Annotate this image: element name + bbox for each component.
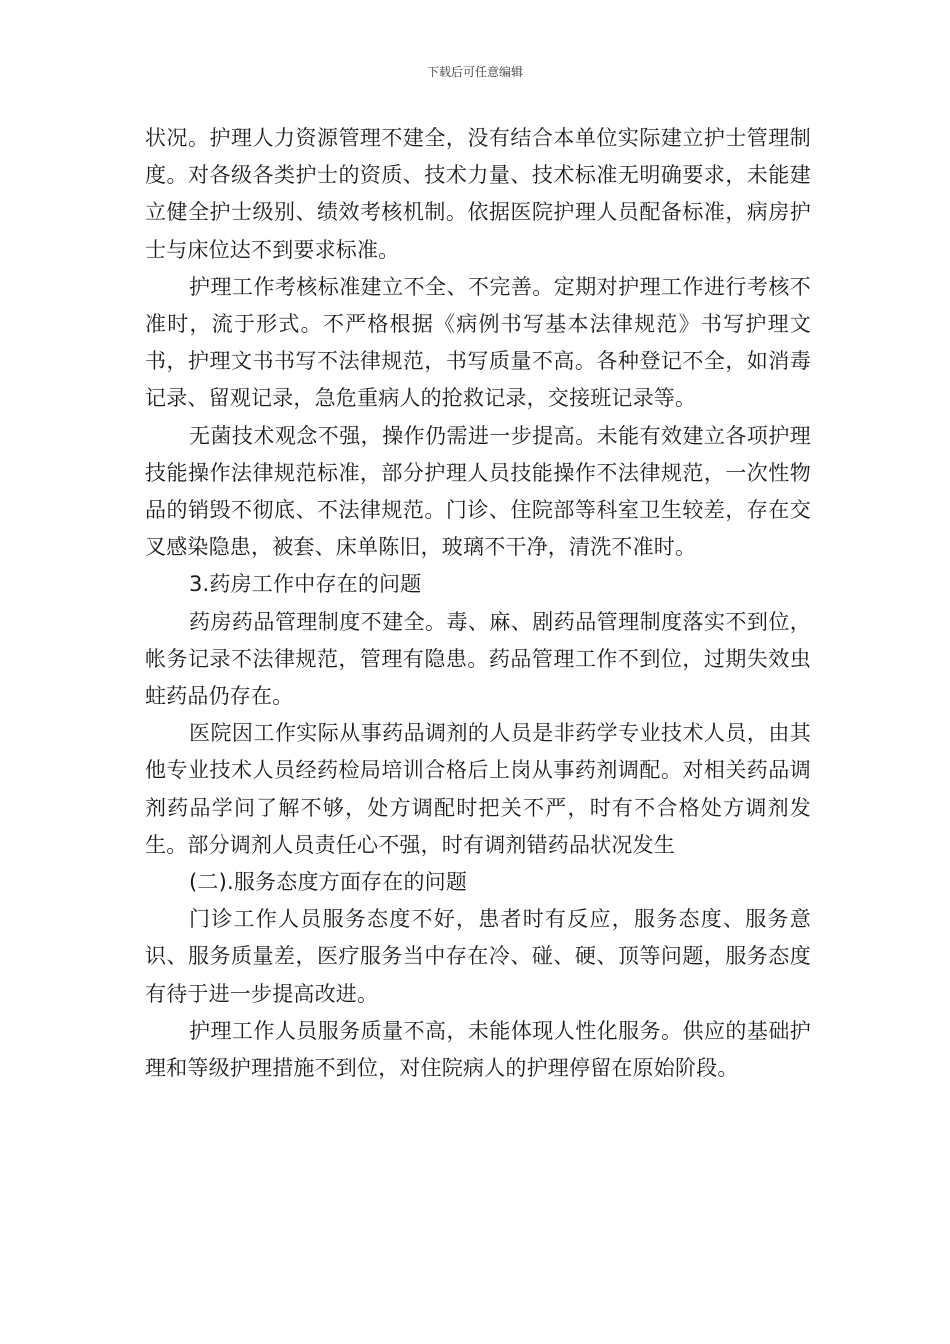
document-body bbox=[145, 120, 811, 1087]
page-header: 下载后可任意编辑 bbox=[426, 65, 523, 79]
paragraph-outpatient-service: 门诊工作人员服务态度不好，患者时有反应，服务态度、服务意识、服务质量差，医疗服务当中存在冷、碰、硬、顶等问题，服务态度有待于进一步提高改进。 bbox=[145, 907, 811, 1006]
paragraph-dispensing-staff: 医院因工作实际从事药品调剂的人员是非药学专业技术人员，由其他专业技术人员经药检局培训合格后上岗从事药剂调配。对相关药品调剂药品学问了解不够，处方调配时把关不严，时有不合格处方调剂发生。部分调剂人员责任心不强，时有调剂错药品状况发生 bbox=[145, 721, 811, 857]
paragraph-aseptic-technique: 无菌技术观念不强，操作仍需进一步提高。未能有效建立各项护理技能操作法律规范标准，部分护理人员技能操作不法律规范，一次性物品的销毁不彻底、不法律规范。门诊、住院部等科室卫生较差，存在交叉感染隐患，被套、床单陈旧，玻璃不干净，清洗不准时。 bbox=[145, 423, 811, 560]
section-heading-service-attitude: (二).服务态度方面存在的问题 bbox=[189, 870, 468, 895]
paragraph-drug-management: 药房药品管理制度不建全。毒、麻、剧药品管理制度落实不到位，帐务记录不法律规范，管理有隐患。药品管理工作不到位，过期失效虫蛀药品仍存在。 bbox=[145, 609, 811, 709]
paragraph-staffing-status: 状况。护理人力资源管理不建全，没有结合本单位实际建立护士管理制度。对各级各类护士的资质、技术力量、技术标准无明确要求，未能建立健全护士级别、绩效考核机制。依据医院护理人员配备标准，病房护士与床位达不到要求标准。 bbox=[145, 126, 811, 262]
paragraph-nursing-service-quality: 护理工作人员服务质量不高，未能体现人性化服务。供应的基础护理和等级护理措施不到位，对住院病人的护理停留在原始阶段。 bbox=[145, 1018, 811, 1081]
section-heading-pharmacy: 3.药房工作中存在的问题 bbox=[189, 572, 422, 597]
paragraph-nursing-assessment: 护理工作考核标准建立不全、不完善。定期对护理工作进行考核不准时，流于形式。不严格根据《病例书写基本法律规范》书写护理文书，护理文书书写不法律规范，书写质量不高。各种登记不全，如消毒记录、留观记录，急危重病人的抢救记录，交接班记录等。 bbox=[145, 274, 811, 411]
